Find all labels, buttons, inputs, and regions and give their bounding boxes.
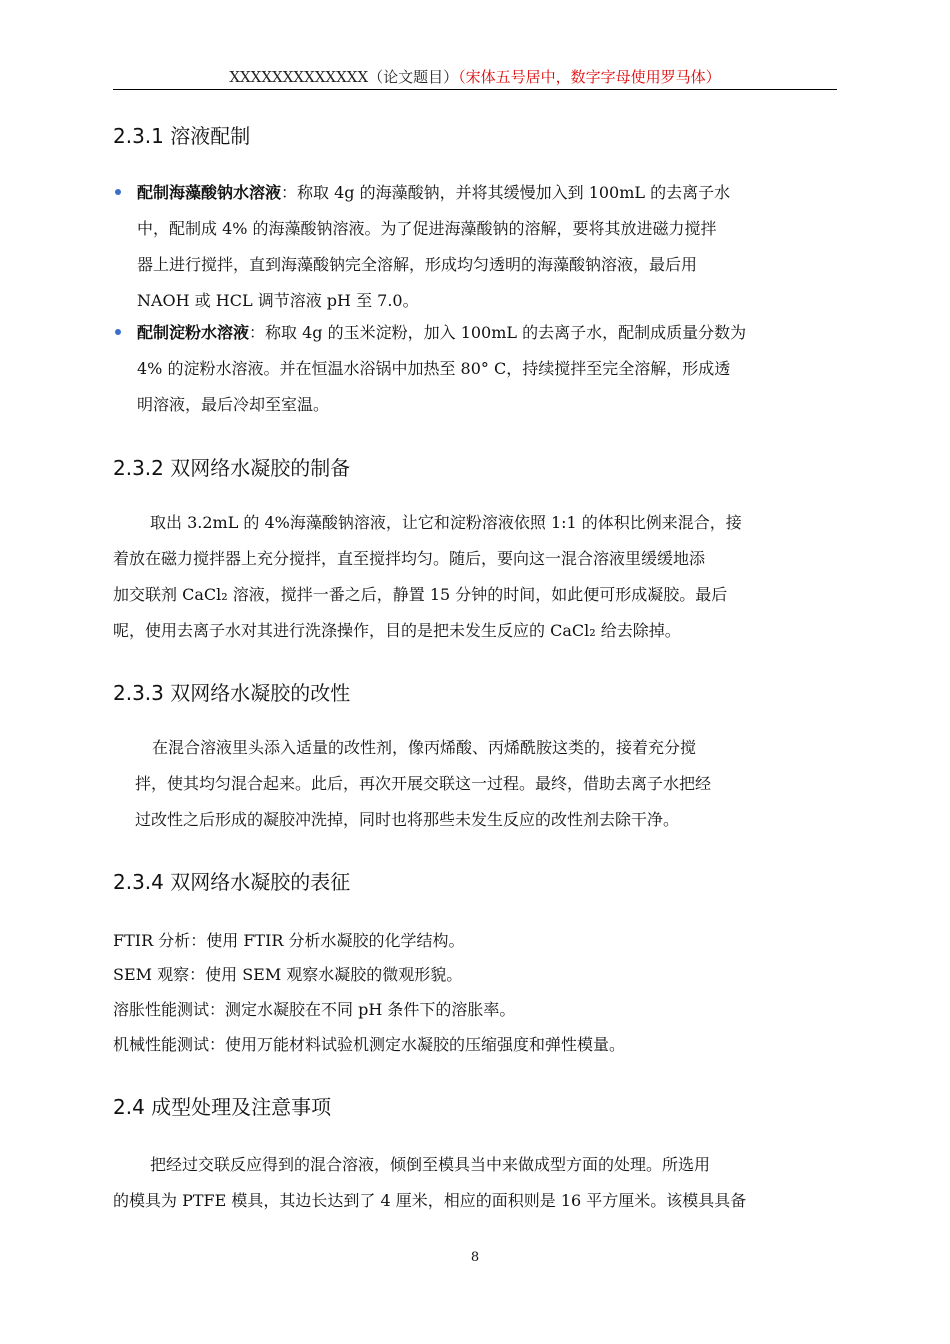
paragraph-line: 拌，使其均匀混合起来。此后，再次开展交联这一过程。最终，借助去离子水把经 — [135, 774, 712, 793]
paragraph-line: 呢，使用去离子水对其进行洗涤操作，目的是把未发生反应的 CaCl₂ 给去除掉。 — [113, 621, 681, 640]
header-note: （宋体五号居中，数字字母使用罗马体） — [458, 68, 721, 86]
paragraph-line: 着放在磁力搅拌器上充分搅拌，直至搅拌均匀。随后，要向这一混合溶液里缓缓地添 — [113, 549, 706, 568]
bullet-1-line-4: NAOH 或 HCL 调节溶液 pH 至 7.0。 — [137, 291, 419, 310]
paragraph-line: 过改性之后形成的凝胶冲洗掉，同时也将那些未发生反应的改性剂去除干净。 — [135, 810, 680, 829]
header-rule — [113, 89, 837, 90]
paragraph-line: 取出 3.2mL 的 4%海藻酸钠溶液，让它和淀粉溶液依照 1:1 的体积比例来混合，接 — [150, 513, 742, 532]
page-number: 8 — [470, 1250, 480, 1265]
bullet-dot-icon — [115, 329, 121, 335]
running-header — [113, 66, 837, 87]
header-title: XXXXXXXXXXXXX（论文题目） — [229, 68, 459, 86]
bullet-2-line-2: 4% 的淀粉水溶液。并在恒温水浴锅中加热至 80° C，持续搅拌至完全溶解，形成透 — [137, 359, 731, 378]
heading-2-3-4: 2.3.4 双网络水凝胶的表征 — [113, 870, 351, 894]
heading-2-3-3: 2.3.3 双网络水凝胶的改性 — [113, 681, 351, 705]
bullet-1-line-2: 中，配制成 4% 的海藻酸钠溶液。为了促进海藻酸钠的溶解，要将其放进磁力搅拌 — [137, 219, 717, 238]
characterization-item: 溶胀性能测试：测定水凝胶在不同 pH 条件下的溶胀率。 — [113, 1000, 516, 1019]
paragraph-line: 加交联剂 CaCl₂ 溶液，搅拌一番之后，静置 15 分钟的时间，如此便可形成凝胶。最后 — [113, 585, 728, 604]
bullet-2-line-1: 配制淀粉水溶液：称取 4g 的玉米淀粉，加入 100mL 的去离子水，配制成质量分数为 — [137, 323, 747, 342]
paragraph-line: 的模具为 PTFE 模具，其边长达到了 4 厘米，相应的面积则是 16 平方厘米。该模具具备 — [113, 1191, 747, 1210]
bullet-1-label: 配制海藻酸钠水溶液 — [137, 183, 282, 202]
bullet-2-line-3: 明溶液，最后冷却至室温。 — [137, 395, 330, 414]
paragraph-line: 把经过交联反应得到的混合溶液，倾倒至模具当中来做成型方面的处理。所选用 — [150, 1155, 711, 1174]
heading-2-3-2: 2.3.2 双网络水凝胶的制备 — [113, 456, 351, 480]
heading-2-3-1: 2.3.1 溶液配制 — [113, 124, 251, 148]
bullet-dot-icon — [115, 189, 121, 195]
characterization-item: SEM 观察：使用 SEM 观察水凝胶的微观形貌。 — [113, 965, 463, 984]
paragraph-line: 在混合溶液里头添入适量的改性剂，像丙烯酸、丙烯酰胺这类的，接着充分搅 — [152, 738, 697, 757]
bullet-1-line-1: 配制海藻酸钠水溶液：称取 4g 的海藻酸钠，并将其缓慢加入到 100mL 的去离子水 — [137, 183, 731, 202]
bullet-1-line-3: 器上进行搅拌，直到海藻酸钠完全溶解，形成均匀透明的海藻酸钠溶液，最后用 — [137, 255, 698, 274]
characterization-item: FTIR 分析：使用 FTIR 分析水凝胶的化学结构。 — [113, 931, 465, 950]
characterization-item: 机械性能测试：使用万能材料试验机测定水凝胶的压缩强度和弹性模量。 — [113, 1035, 626, 1054]
heading-2-4: 2.4 成型处理及注意事项 — [113, 1095, 332, 1119]
bullet-2-label: 配制淀粉水溶液 — [137, 323, 250, 342]
